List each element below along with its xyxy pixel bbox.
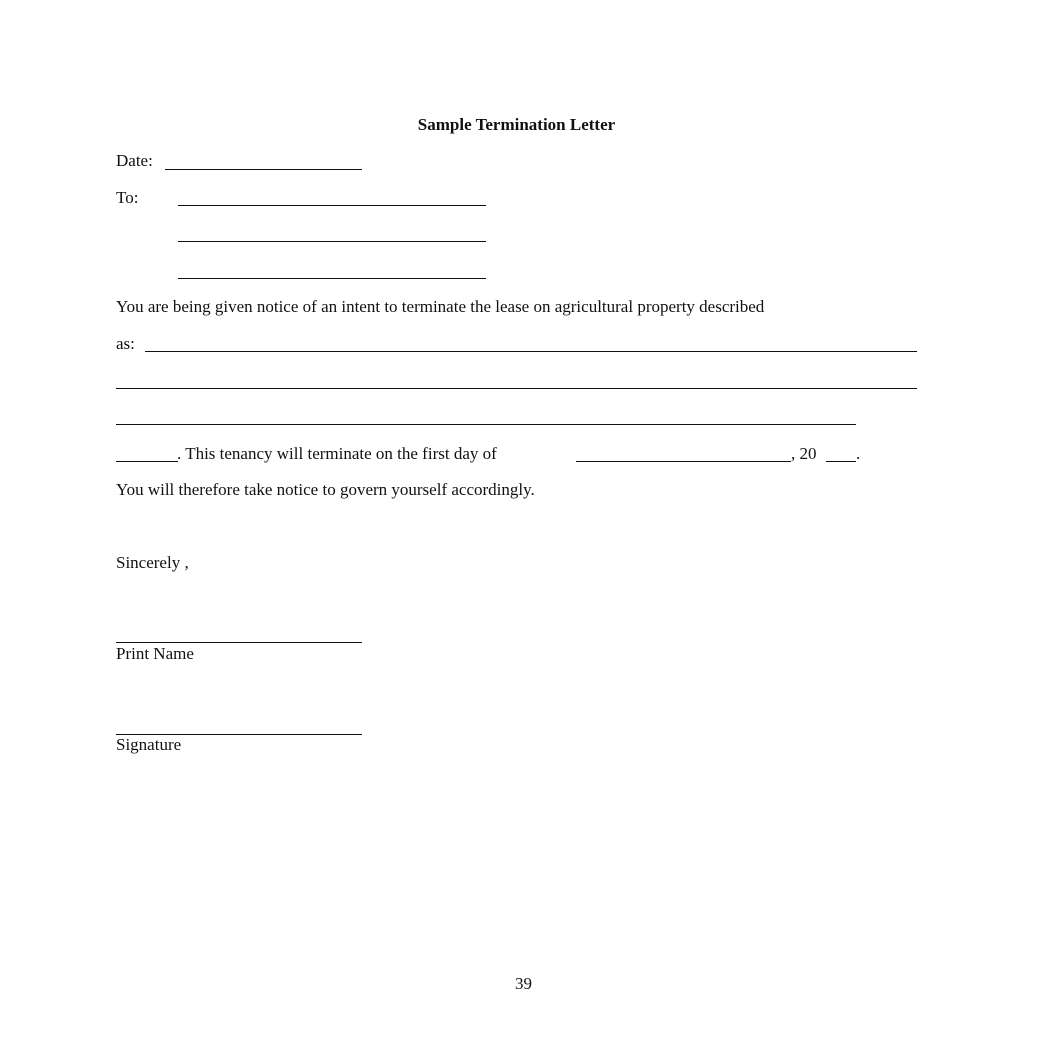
page-number: 39 bbox=[515, 974, 532, 993]
recipient-line-1 bbox=[178, 205, 486, 206]
govern-text: You will therefore take notice to govern yourself accordingly. bbox=[116, 480, 535, 499]
notice-text: You are being given notice of an intent to terminate the lease on agricultural property described bbox=[116, 297, 765, 316]
termination-month-blank bbox=[576, 461, 791, 462]
property-line-1 bbox=[145, 351, 917, 352]
page-title: Sample Termination Letter bbox=[417, 115, 616, 134]
as-label: as: bbox=[116, 334, 135, 353]
property-line-3 bbox=[116, 424, 856, 425]
property-line-end-blank bbox=[116, 461, 178, 462]
year-text: , 20 bbox=[791, 444, 817, 463]
recipient-line-3 bbox=[178, 278, 486, 279]
print-name-line bbox=[116, 642, 362, 643]
recipient-line-2 bbox=[178, 241, 486, 242]
to-label: To: bbox=[116, 188, 139, 207]
date-label: Date: bbox=[116, 151, 153, 170]
signature-label: Signature bbox=[116, 735, 182, 754]
termination-period: . bbox=[856, 444, 861, 463]
closing-text: Sincerely , bbox=[116, 553, 189, 572]
property-line-2 bbox=[116, 388, 917, 389]
date-blank bbox=[165, 169, 362, 170]
print-name-label: Print Name bbox=[116, 644, 194, 663]
year-blank bbox=[826, 461, 856, 462]
termination-text: . This tenancy will terminate on the first day of bbox=[177, 444, 497, 463]
